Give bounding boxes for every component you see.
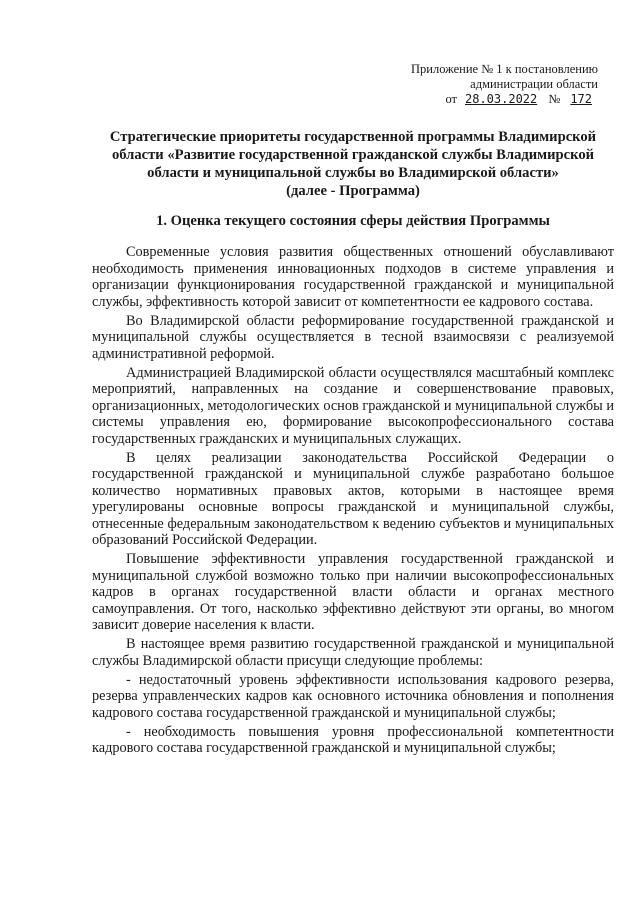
paragraph: Современные условия развития общественных отношений обуславливают необходимость применения инновационных подходов в системе управления и организации функционирования государственной гражданской и муниципальной службы, эффективность которой зависит от компетентности ее кадрового состава.	[92, 244, 614, 310]
title-line-2: области «Развитие государственной гражданской службы Владимирской	[111, 147, 595, 163]
appendix-line-1: Приложение № 1 к постановлению	[411, 62, 598, 76]
section-heading: 1. Оценка текущего состояния сферы действия Программы	[156, 213, 550, 229]
appendix-number-sign: №	[548, 92, 561, 106]
appendix-line-3	[368, 92, 598, 107]
title-line-1: Стратегические приоритеты государственной программы Владимирской	[109, 129, 597, 145]
title-line-3: области и муниципальной службы во Владимирской области»	[147, 165, 559, 181]
appendix-line-2: администрации области	[470, 77, 598, 91]
appendix-note	[368, 62, 598, 107]
document-body	[92, 244, 614, 759]
paragraph: Повышение эффективности управления государственной гражданской и муниципальной службой возможно только при наличии высокопрофессиональных кадров в органах государственной власти области и органах местного самоуправления. От того, насколько эффективно действуют эти органы, во многом зависит доверие населения к власти.	[92, 551, 614, 633]
appendix-number: 172	[570, 92, 592, 106]
appendix-date: 28.03.2022	[465, 92, 538, 106]
paragraph: Администрацией Владимирской области осуществлялся масштабный комплекс мероприятий, направленных на создание и совершенствование правовых, организационных, методологических основ гражданской и муниципальной службы и системы управления ею, формирование высокопрофессионального состава государственных гражданских и муниципальных служащих.	[92, 364, 614, 447]
list-item: - необходимость повышения уровня профессиональной компетентности кадрового состава государственной гражданской и муниципальной службы;	[92, 723, 614, 756]
list-item: - недостаточный уровень эффективности использования кадрового резерва, резерва управленческих кадров как основного источника обновления и пополнения кадрового состава государственной гражданской и муниципальной службы;	[92, 671, 614, 721]
appendix-from-label: от	[445, 92, 457, 106]
paragraph: В целях реализации законодательства Российской Федерации о государственной гражданской и муниципальной службе разработано большое количество нормативных правовых актов, которыми в настоящее время урегулированы основные вопросы гражданской и муниципальной службы, отнесенные федеральным законодательством к ведению субъектов и муниципальных образований Российской Федерации.	[92, 449, 614, 548]
title-line-4: (далее - Программа)	[286, 183, 420, 199]
document-title	[92, 128, 614, 200]
paragraph: Во Владимирской области реформирование государственной гражданской и муниципальной службы осуществляется в тесной взаимосвязи с реализуемой административной реформой.	[92, 312, 614, 362]
paragraph: В настоящее время развитию государственной гражданской и муниципальной службы Владимирской области присущи следующие проблемы:	[92, 636, 614, 669]
